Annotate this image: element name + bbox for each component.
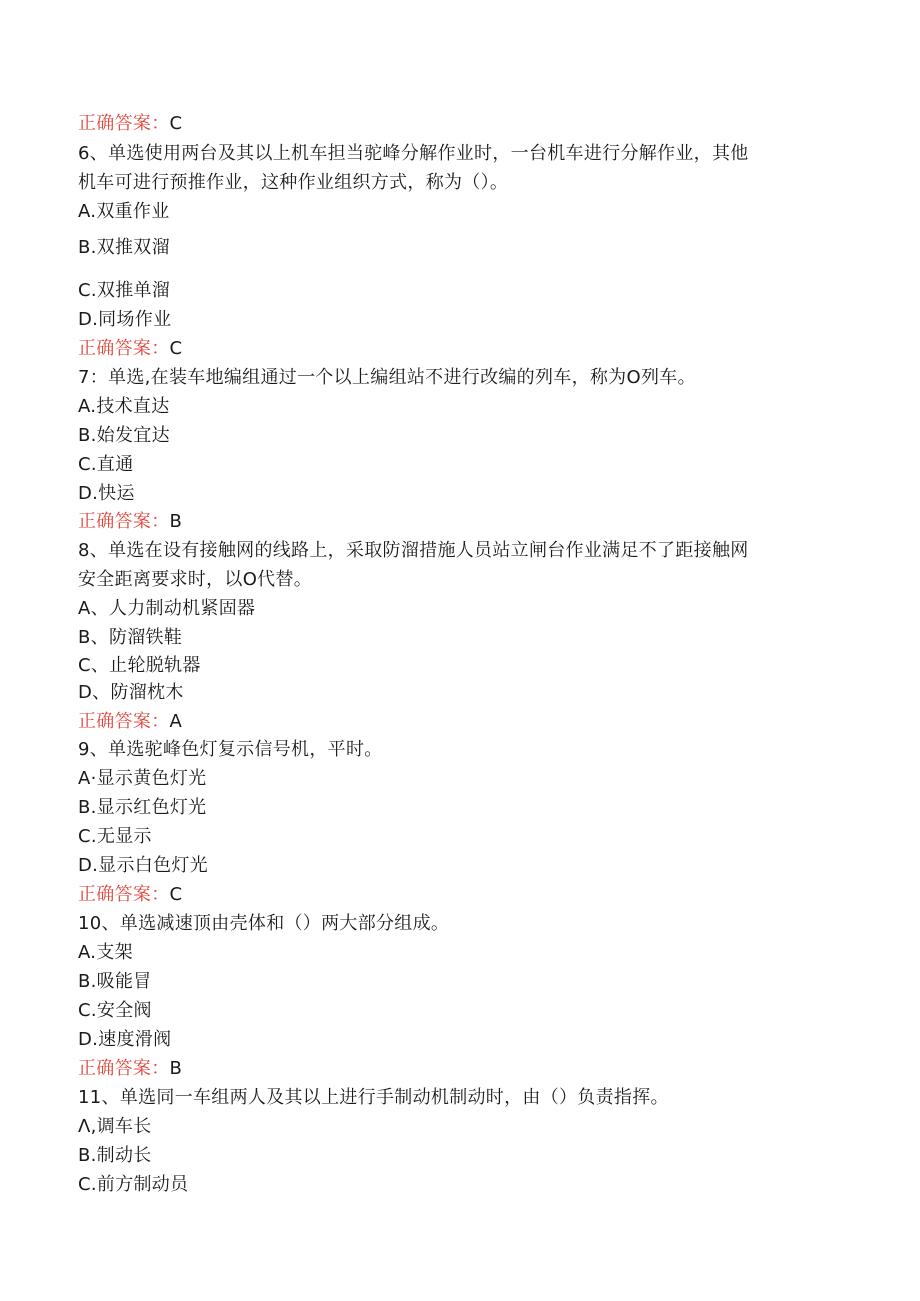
option-b: B.制动长 <box>78 1145 152 1166</box>
answer-line <box>78 510 182 534</box>
answer-prefix: 正确答案： <box>78 1058 170 1079</box>
answer-letter: A <box>169 711 183 732</box>
answer-line <box>78 710 182 734</box>
answer-prefix: 正确答案： <box>78 511 170 532</box>
answer-letter: C <box>169 338 183 359</box>
answer-prefix: 正确答案： <box>78 884 170 905</box>
question-7-text: 7：单选,在装车地编组通过一个以上编组站不进行改编的列车，称为O列车。 <box>78 367 696 388</box>
answer-line <box>78 1057 182 1081</box>
option-d: D.显示白色灯光 <box>78 855 208 876</box>
option-d: D.速度滑阀 <box>78 1029 172 1050</box>
option-a: A·显示黄色灯光 <box>78 768 207 789</box>
answer-letter: C <box>169 884 183 905</box>
answer-letter: B <box>169 1058 183 1079</box>
answer-line <box>78 883 182 907</box>
option-c: C.安全阀 <box>78 1000 152 1021</box>
option-a: A、人力制动机紧固器 <box>78 598 256 619</box>
question-8-text-cont: 安全距离要求时，以O代替。 <box>78 569 313 590</box>
answer-line <box>78 337 182 361</box>
question-11-text: 11、单选同一车组两人及其以上进行手制动机制动时，由（）负责指挥。 <box>78 1087 669 1108</box>
option-b: B.始发宜达 <box>78 425 170 446</box>
question-6-text: 6、单选使用两台及其以上机车担当驼峰分解作业时，一台机车进行分解作业，其他 <box>78 143 749 164</box>
question-6-text-cont: 机车可进行预推作业，这种作业组织方式，称为（）。 <box>78 172 509 193</box>
option-d: D.同场作业 <box>78 309 172 330</box>
option-c: C、止轮脱轨器 <box>78 655 201 676</box>
option-d: D、防溜枕木 <box>78 682 184 703</box>
option-c: C.直通 <box>78 454 134 475</box>
answer-letter: C <box>169 113 183 134</box>
option-c: C.双推单溜 <box>78 280 171 301</box>
question-10-text: 10、单选减速顶由壳体和（）两大部分组成。 <box>78 913 450 934</box>
option-a: A.双重作业 <box>78 201 170 222</box>
answer-line <box>78 112 182 136</box>
option-c: C.无显示 <box>78 826 152 847</box>
option-a: A.技术直达 <box>78 396 170 417</box>
answer-prefix: 正确答案： <box>78 711 170 732</box>
option-d: D.快运 <box>78 483 135 504</box>
option-b: B.双推双溜 <box>78 237 170 258</box>
answer-prefix: 正确答案： <box>78 338 170 359</box>
option-b: B.显示红色灯光 <box>78 797 207 818</box>
option-b: B.吸能冒 <box>78 971 152 992</box>
answer-letter: B <box>169 511 183 532</box>
question-8-text: 8、单选在设有接触网的线路上，采取防溜措施人员站立闸台作业满足不了距接触网 <box>78 540 749 561</box>
answer-prefix: 正确答案： <box>78 113 170 134</box>
option-a: Λ,调车长 <box>78 1116 152 1137</box>
option-b: B、防溜铁鞋 <box>78 627 183 648</box>
option-a: A.支架 <box>78 942 133 963</box>
option-c: C.前方制动员 <box>78 1174 189 1195</box>
question-9-text: 9、单选驼峰色灯复示信号机，平时。 <box>78 739 383 760</box>
